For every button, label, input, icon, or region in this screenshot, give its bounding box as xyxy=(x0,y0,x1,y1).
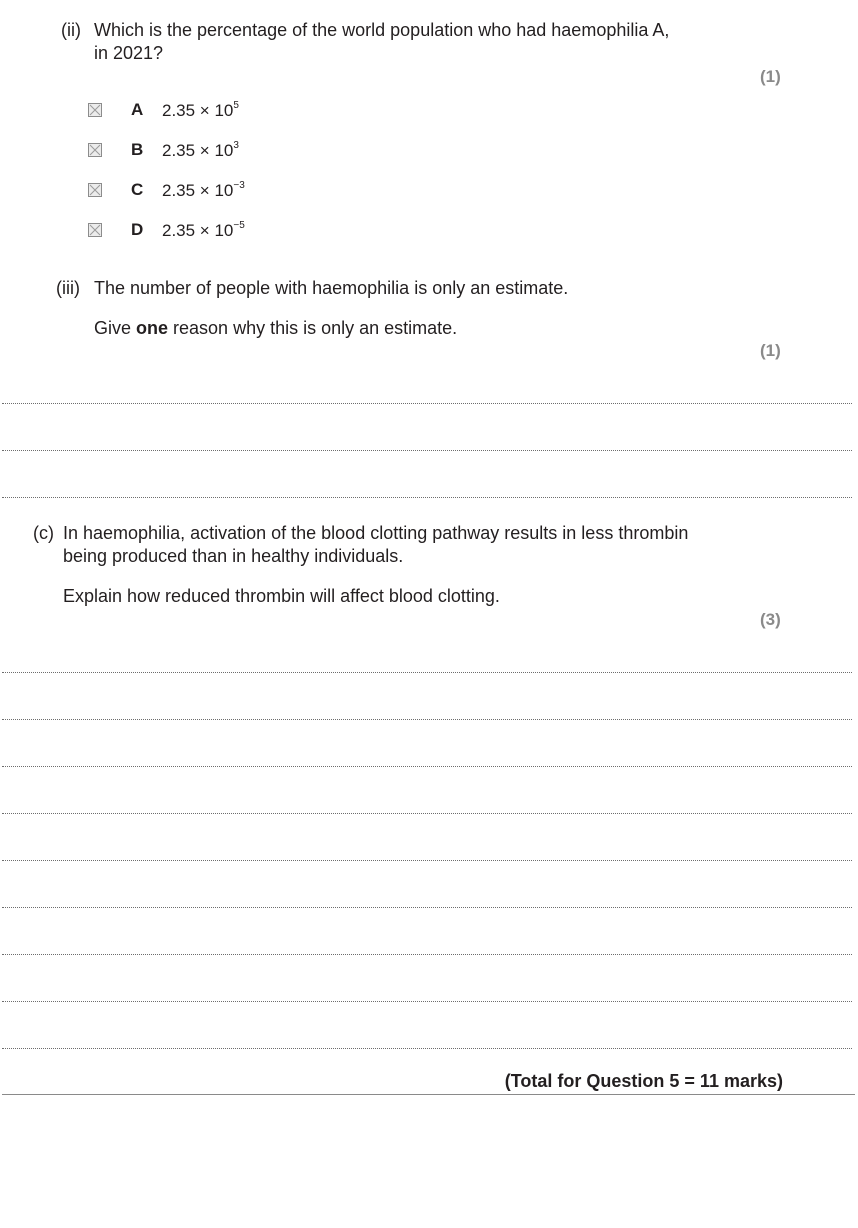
question-ii-text-continued: in 2021? xyxy=(94,43,164,63)
question-ii-text: Which is the percentage of the world population who had haemophilia A, xyxy=(94,20,670,40)
question-c-instruction: Explain how reduced thrombin will affect blood clotting. xyxy=(63,586,500,606)
question-ii-marks: (1) xyxy=(760,67,781,86)
option-letter: D xyxy=(131,220,144,239)
checkbox-cross-icon xyxy=(89,224,101,236)
option-exponent: −5 xyxy=(233,220,245,232)
option-b-checkbox[interactable] xyxy=(88,143,102,157)
question-iii-label: (iii) xyxy=(56,278,80,298)
answer-line[interactable] xyxy=(2,719,852,720)
checkbox-cross-icon xyxy=(89,184,101,196)
emphasis-one: one xyxy=(136,318,169,338)
option-c-checkbox[interactable] xyxy=(88,183,102,197)
option-value: $2.35 \times 10^3$ xyxy=(162,140,239,160)
answer-line[interactable] xyxy=(2,860,852,861)
answer-line[interactable] xyxy=(2,907,852,908)
question-c-label: (c) xyxy=(33,523,54,543)
option-value: $2.35 \times 10^5$ xyxy=(162,100,239,120)
answer-line[interactable] xyxy=(2,954,852,955)
option-letter: A xyxy=(131,100,144,119)
answer-line[interactable] xyxy=(2,1048,852,1049)
total-divider xyxy=(2,1094,855,1095)
question-c-text: In haemophilia, activation of the blood clotting pathway results in less thrombin xyxy=(63,523,689,543)
option-d-checkbox[interactable] xyxy=(88,223,102,237)
question-c-text-continued: being produced than in healthy individuals. xyxy=(63,546,404,566)
option-a[interactable] xyxy=(88,100,288,124)
question-iii-instruction: Give one reason why this is only an estimate. xyxy=(94,318,458,338)
question-c-marks: (3) xyxy=(760,610,781,629)
option-d[interactable] xyxy=(88,220,288,244)
option-value: $2.35 \times 10^{-3}$ xyxy=(162,180,245,200)
option-letter: C xyxy=(131,180,144,199)
question-total: (Total for Question 5 = 11 marks) xyxy=(504,1071,783,1091)
option-c[interactable] xyxy=(88,180,288,204)
option-b[interactable] xyxy=(88,140,288,164)
option-letter: B xyxy=(131,140,144,159)
answer-line[interactable] xyxy=(2,672,852,673)
answer-line[interactable] xyxy=(2,403,852,404)
answer-line[interactable] xyxy=(2,450,852,451)
answer-line[interactable] xyxy=(2,813,852,814)
option-a-checkbox[interactable] xyxy=(88,103,102,117)
answer-line[interactable] xyxy=(2,1001,852,1002)
checkbox-cross-icon xyxy=(89,144,101,156)
answer-line[interactable] xyxy=(2,766,852,767)
option-exponent: 5 xyxy=(233,100,239,112)
option-value: $2.35 \times 10^{-5}$ xyxy=(162,220,245,240)
answer-line[interactable] xyxy=(2,497,852,498)
question-ii-label: (ii) xyxy=(61,20,81,40)
option-exponent: 3 xyxy=(233,140,239,152)
checkbox-cross-icon xyxy=(89,104,101,116)
question-iii-marks: (1) xyxy=(760,341,781,360)
option-exponent: −3 xyxy=(233,180,245,192)
question-iii-text: The number of people with haemophilia is only an estimate. xyxy=(94,278,569,298)
